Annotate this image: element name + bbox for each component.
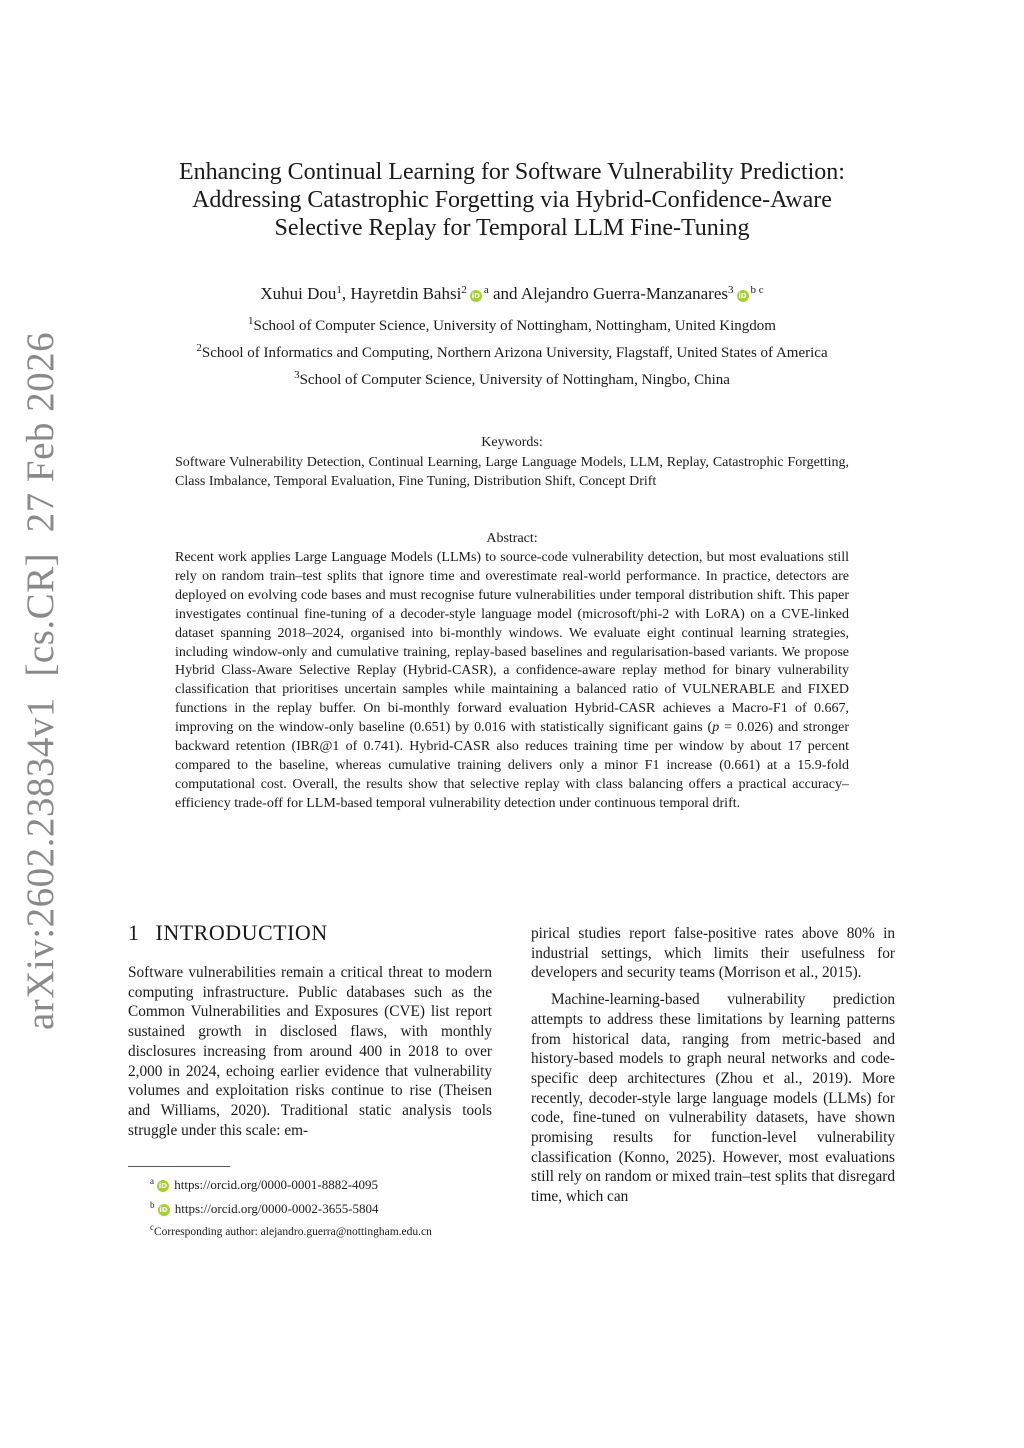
abstract-text xyxy=(175,549,849,814)
intro-paragraph-2: Machine-learning-based vulnerability prediction attempts to address these limitations by learning patterns from historical data, ranging from metric-based and history-based models to graph neural networks and code-specific deep architectures (Zhou et al., 2019). More recently, decoder-style large language models (LLMs) for code, fine-tuned on vulnerability datasets, have shown promising results for function-level vulnerability classification (Konno, 2025). However, most evaluations still rely on random or mixed train–test splits that disregard time, which can xyxy=(531,991,895,1206)
footnote-b-mark: b xyxy=(150,1200,155,1210)
affiliation-2-text: School of Informatics and Computing, Northern Arizona University, Flagstaff, United States of America xyxy=(201,345,828,361)
intro-paragraph-1-cont: pirical studies report false-positive rates above 80% in industrial settings, which limits their usefulness for developers and security teams (Morrison et al., 2015). xyxy=(531,925,895,982)
affiliation-3-text: School of Computer Science, University of Nottingham, Ningbo, China xyxy=(299,372,730,388)
keywords-heading: Keywords: xyxy=(481,435,543,450)
author-3-affil: 3 xyxy=(728,284,734,296)
author-2: Hayretdin Bahsi xyxy=(350,284,462,303)
footnote-rule xyxy=(128,1166,230,1167)
affiliation-2-sup: 2 xyxy=(196,342,202,354)
footnote-a-mark: a xyxy=(150,1176,154,1186)
footnote-c xyxy=(128,1219,492,1241)
affiliation-3-sup: 3 xyxy=(294,369,300,381)
author-list: Xuhui Dou$^1$, Hayretdin Bahsi$^2$ iD $^a$ and Alejandro Guerra-Manzanares$^3$ iD $^{b c}$ xyxy=(260,284,764,303)
p-value: = 0.026 xyxy=(719,720,769,736)
intro-paragraph-1: Software vulnerabilities remain a critical threat to modern computing infrastructure. Public databases such as the Common Vulnerabilities and Exposures (CVE) list report sustained growth in disclosed flaws, with monthly disclosures increasing from around 400 in 2018 to over 2,000 in 2024, echoing earlier evidence that vulnerability volumes and exploitation risks continue to rise (Theisen and Williams, 2020). Traditional static analysis tools struggle under this scale: em- xyxy=(128,964,492,1139)
corresponding-author: Corresponding author: alejandro.guerra@nottingham.edu.cn xyxy=(154,1226,432,1238)
section-heading xyxy=(128,920,328,946)
affiliations xyxy=(120,310,904,391)
abstract-part-2: ) and stronger backward retention (IBR@1 of 0.741). Hybrid-CASR also reduces training time per window by about 17 percent compared to the baseline, whereas cumulative training delivers only a minor F1 increase (0.661) at a 15.9-fold computational cost. Overall, the results show that selective replay with class balancing offers a practical accuracy–efficiency trade-off for LLM-based temporal vulnerability detection under continuous temporal drift. xyxy=(175,720,849,811)
author-3-note: b c xyxy=(750,284,764,296)
orcid-icon[interactable]: iD xyxy=(471,292,480,300)
affiliation-1-sup: 1 xyxy=(248,315,254,327)
footnotes xyxy=(128,1171,492,1241)
section-number: 1 xyxy=(128,920,140,945)
orcid-link-b[interactable]: https://orcid.org/0000-0002-3655-5804 xyxy=(174,1201,379,1216)
right-column xyxy=(531,924,895,1207)
orcid-link-a[interactable]: https://orcid.org/0000-0001-8882-4095 xyxy=(174,1177,379,1192)
title-line-3: Selective Replay for Temporal LLM Fine-Tuning xyxy=(274,215,750,241)
arxiv-identifier xyxy=(18,331,63,1030)
footnote-c-mark: c xyxy=(150,1222,154,1232)
affiliation-1-text: School of Computer Science, University of Nottingham, Nottingham, United Kingdom xyxy=(253,318,776,334)
affiliation-2 xyxy=(120,337,904,364)
paper-title xyxy=(120,158,904,242)
title-line-1: Enhancing Continual Learning for Software Vulnerability Prediction: xyxy=(179,159,845,185)
orcid-icon[interactable]: iD xyxy=(738,292,747,300)
orcid-icon: iD xyxy=(158,1182,168,1190)
arxiv-id: arXiv:2602.23834v1 xyxy=(19,697,62,1030)
author-1-affil: 1 xyxy=(336,284,342,296)
abstract-part-1: Recent work applies Large Language Models (LLMs) to source-code vulnerability detection, but most evaluations still rely on random train–test splits that ignore time and overestimate real-world performance. In practice, detectors are deployed on evolving code bases and must recognise future vulnerabilities under temporal distribution shift. This paper investigates continual fine-tuning of a decoder-style language model (microsoft/phi-2 with LoRA) on a CVE-linked dataset spanning 2018–2024, organised into bi-monthly windows. We evaluate eight continual learning strategies, including window-only and cumulative training, replay-based baselines and regularisation-based variants. We propose Hybrid Class-Aware Selective Replay (Hybrid-CASR), a confidence-aware replay method for binary vulnerability classification that prioritises uncertain samples while maintaining a balanced ratio of VULNERABLE and FIXED functions in the replay buffer. On bi-monthly forward evaluation Hybrid-CASR achieves a Macro-F1 of 0.667, improving on the window-only baseline (0.651) by 0.016 with statistically significant gains ( xyxy=(175,550,849,736)
title-line-2: Addressing Catastrophic Forgetting via Hybrid-Confidence-Aware xyxy=(192,187,832,213)
section-title: INTRODUCTION xyxy=(155,920,328,945)
left-column xyxy=(128,963,492,1140)
author-2-note: a xyxy=(483,284,489,296)
affiliation-1 xyxy=(120,310,904,337)
author-conjunction: and xyxy=(492,284,518,303)
orcid-icon: iD xyxy=(159,1206,168,1214)
author-1: Xuhui Dou xyxy=(260,284,337,303)
arxiv-date: 27 Feb 2026 xyxy=(19,331,62,533)
footnote-b xyxy=(128,1195,492,1219)
affiliation-3 xyxy=(120,364,904,391)
footnote-a xyxy=(128,1171,492,1195)
author-3: Alejandro Guerra-Manzanares xyxy=(520,284,729,303)
arxiv-category: [cs.CR] xyxy=(19,552,62,677)
keywords-text: Software Vulnerability Detection, Continual Learning, Large Language Models, LLM, Replay, Catastrophic Forgetting, Class Imbalance, Temporal Evaluation, Fine Tuning, Distribution Shift, Concept Drift xyxy=(175,455,849,489)
abstract-heading: Abstract: xyxy=(486,531,538,546)
author-2-affil: 2 xyxy=(461,284,467,296)
p-symbol: p xyxy=(712,720,720,736)
